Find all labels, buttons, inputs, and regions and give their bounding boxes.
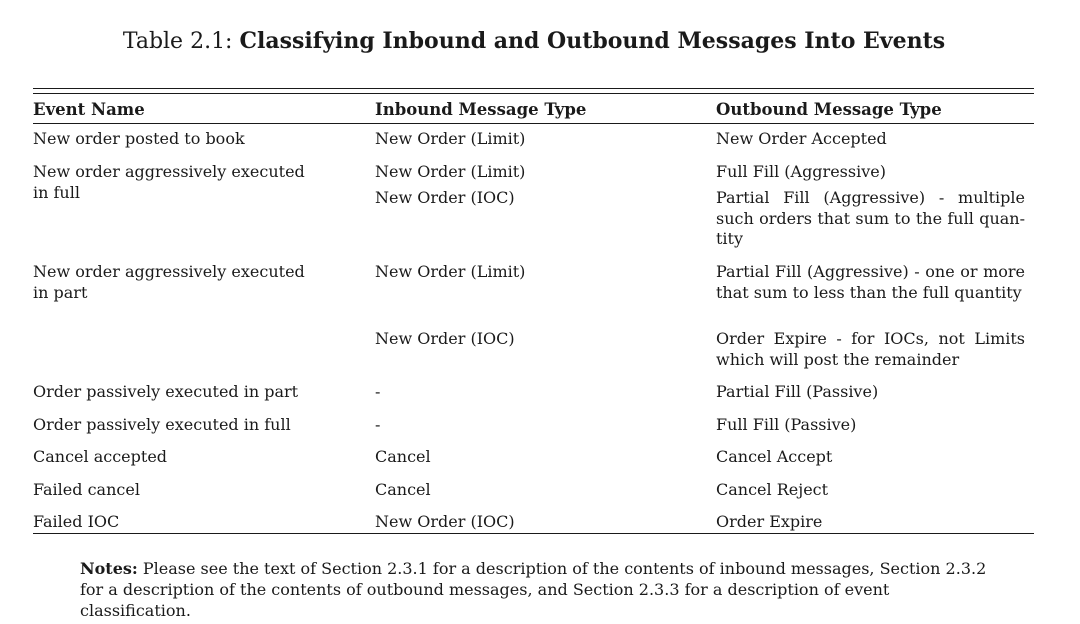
cell-event: Order passively executed in part [33, 382, 299, 401]
cell-outbound: Partial Fill (Aggressive) - multiple such orders that sum to the full quan-tity [716, 188, 1025, 248]
cell-event: New order aggressively executed in part [33, 262, 305, 302]
cell-event: Failed IOC [33, 512, 120, 531]
top-rule-double [33, 93, 1034, 94]
table-notes [80, 558, 1000, 621]
notes-label: Notes: [80, 559, 138, 578]
cell-inbound: Cancel [375, 480, 431, 499]
cell-outbound: Full Fill (Aggressive) [716, 162, 886, 181]
cell-event: New order posted to book [33, 129, 245, 148]
cell-inbound: New Order (IOC) [375, 188, 515, 207]
cell-outbound: Full Fill (Passive) [716, 415, 857, 434]
cell-outbound: New Order Accepted [716, 129, 887, 148]
cell-outbound: Order Expire [716, 512, 823, 531]
top-rule [33, 88, 1034, 89]
cell-outbound: Order Expire - for IOCs, not Limits which will post the remainder [716, 329, 1025, 369]
bottom-rule [33, 533, 1034, 534]
cell-inbound: - [375, 415, 381, 434]
cell-inbound: New Order (Limit) [375, 262, 526, 281]
cell-event: New order aggressively executed in full [33, 162, 305, 202]
cell-inbound: New Order (Limit) [375, 129, 526, 148]
header-outbound-message-type: Outbound Message Type [716, 100, 942, 119]
caption-title: Classifying Inbound and Outbound Messages Into Events [239, 28, 946, 54]
header-rule [33, 123, 1034, 124]
cell-inbound: New Order (Limit) [375, 162, 526, 181]
cell-outbound: Partial Fill (Passive) [716, 382, 879, 401]
caption-prefix: Table 2.1: [122, 29, 233, 54]
cell-inbound: New Order (IOC) [375, 512, 515, 531]
cell-inbound: Cancel [375, 447, 431, 466]
header-event-name: Event Name [33, 100, 145, 119]
cell-inbound: New Order (IOC) [375, 329, 515, 348]
cell-event: Failed cancel [33, 480, 140, 499]
cell-outbound: Cancel Reject [716, 480, 829, 499]
cell-event: Order passively executed in full [33, 415, 291, 434]
header-inbound-message-type: Inbound Message Type [375, 100, 587, 119]
cell-outbound: Cancel Accept [716, 447, 833, 466]
notes-text: Please see the text of Section 2.3.1 for a description of the contents of inbound messages, Section 2.3.2 for a description of the contents of outbound messages, and Section 2.3.3 for a description of event classification. [80, 559, 987, 620]
cell-outbound: Partial Fill (Aggressive) - one or more that sum to less than the full quantity [716, 262, 1025, 302]
table-caption [0, 27, 1068, 56]
cell-inbound: - [375, 382, 381, 401]
cell-event: Cancel accepted [33, 447, 168, 466]
